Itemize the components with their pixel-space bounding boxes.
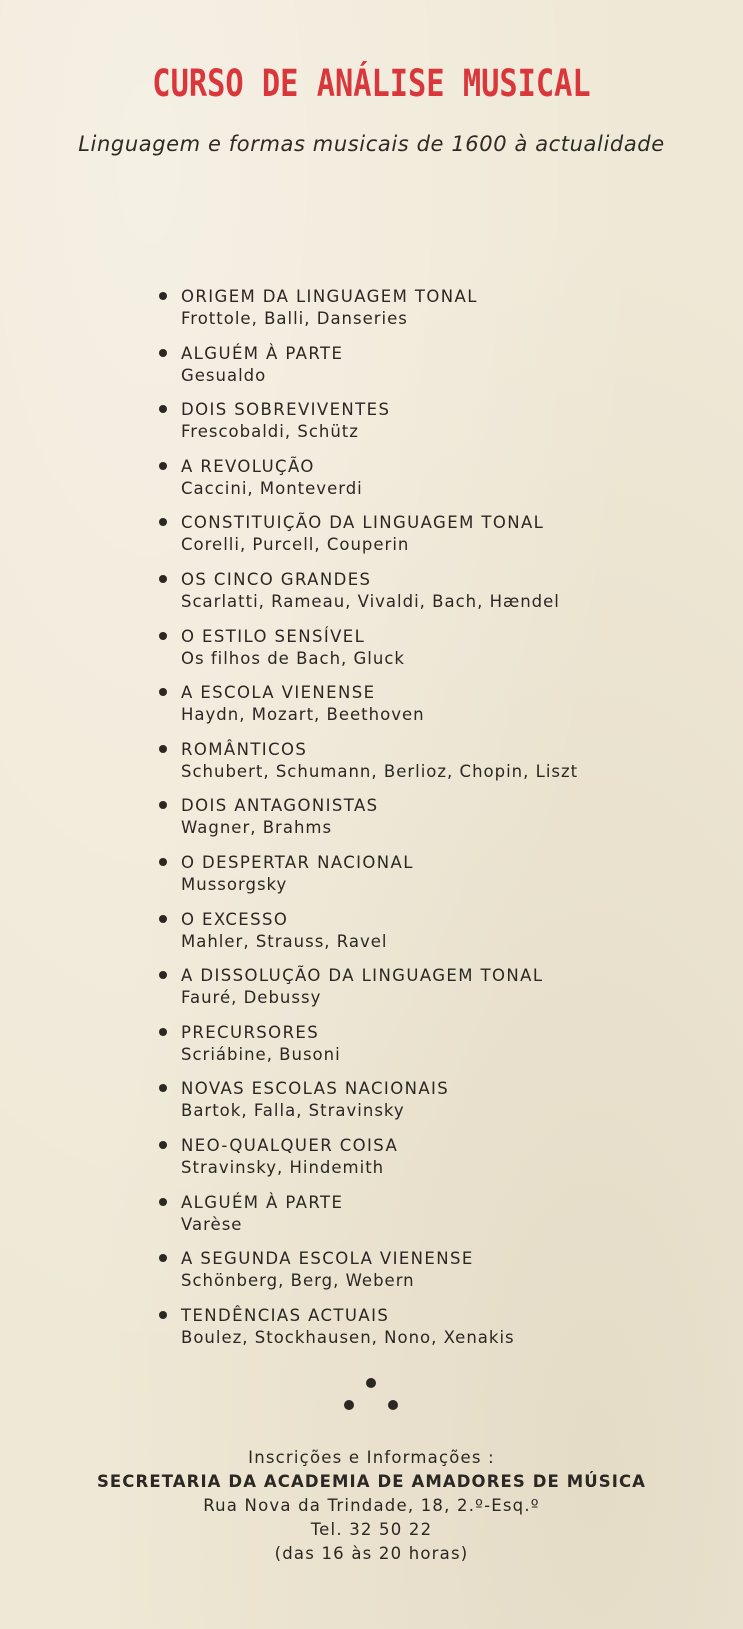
topic-item	[156, 626, 716, 683]
topic-composers: Schönberg, Berg, Webern	[181, 1271, 415, 1291]
topic-composers: Os filhos de Bach, Gluck	[181, 648, 405, 668]
bullet-icon	[159, 745, 167, 753]
bullet-icon	[159, 858, 167, 866]
footer-address: Rua Nova da Trindade, 18, 2.º-Esq.º	[203, 1496, 540, 1515]
bullet-icon	[159, 1141, 167, 1149]
bullet-icon	[159, 632, 167, 640]
topic-item	[156, 456, 716, 513]
topic-composers: Boulez, Stockhausen, Nono, Xenakis	[181, 1327, 515, 1347]
bullet-icon	[159, 349, 167, 357]
topic-item	[156, 512, 716, 569]
topic-item	[156, 909, 716, 966]
course-title: CURSO DE ANÁLISE MUSICAL	[152, 62, 591, 105]
topic-heading: NEO-QUALQUER COISA	[181, 1135, 399, 1155]
three-dot-ornament	[0, 1378, 743, 1418]
topic-item	[156, 399, 716, 456]
topic-heading: DOIS SOBREVIVENTES	[181, 400, 391, 420]
bullet-icon	[159, 971, 167, 979]
topic-composers: Mussorgsky	[181, 874, 288, 894]
ornament-dot-icon	[388, 1400, 398, 1410]
topic-composers: Scriábine, Busoni	[181, 1044, 341, 1064]
bullet-icon	[159, 1254, 167, 1262]
footer-intro: Inscrições e Informações :	[248, 1448, 495, 1467]
bullet-icon	[159, 292, 167, 300]
topic-item	[156, 1248, 716, 1305]
bullet-icon	[159, 1311, 167, 1319]
bullet-icon	[159, 1198, 167, 1206]
topic-item	[156, 682, 716, 739]
contact-footer	[0, 1446, 743, 1566]
topic-item	[156, 1305, 716, 1362]
topic-heading: TENDÊNCIAS ACTUAIS	[181, 1305, 390, 1325]
bullet-icon	[159, 1084, 167, 1092]
topic-item	[156, 1135, 716, 1192]
topic-heading: ALGUÉM À PARTE	[181, 1192, 344, 1212]
bullet-icon	[159, 575, 167, 583]
course-subtitle: Linguagem e formas musicais de 1600 à actualidade	[78, 132, 665, 156]
topic-heading: ALGUÉM À PARTE	[181, 343, 344, 363]
topic-item	[156, 1078, 716, 1135]
topic-heading: OS CINCO GRANDES	[181, 569, 372, 589]
topic-composers: Fauré, Debussy	[181, 988, 322, 1008]
footer-organization: SECRETARIA DA ACADEMIA DE AMADORES DE MÚSICA	[96, 1472, 647, 1491]
topic-heading: O EXCESSO	[181, 909, 289, 929]
topic-composers: Haydn, Mozart, Beethoven	[181, 705, 425, 725]
topic-composers: Gesualdo	[181, 365, 267, 385]
topic-item	[156, 852, 716, 909]
topic-composers: Schubert, Schumann, Berlioz, Chopin, Liszt	[181, 761, 579, 781]
topic-composers: Scarlatti, Rameau, Vivaldi, Bach, Hændel	[181, 591, 560, 611]
topic-item	[156, 739, 716, 796]
topic-heading: O DESPERTAR NACIONAL	[181, 852, 414, 872]
topic-heading: O ESTILO SENSÍVEL	[181, 626, 366, 646]
bullet-icon	[159, 801, 167, 809]
topic-heading: A REVOLUÇÃO	[181, 456, 315, 476]
topic-list	[156, 286, 716, 1361]
bullet-icon	[159, 915, 167, 923]
topic-item	[156, 569, 716, 626]
topic-heading: DOIS ANTAGONISTAS	[181, 796, 379, 816]
topic-composers: Corelli, Purcell, Couperin	[181, 535, 410, 555]
ornament-dot-icon	[366, 1378, 376, 1388]
bullet-icon	[159, 462, 167, 470]
topic-heading: A SEGUNDA ESCOLA VIENENSE	[181, 1249, 474, 1269]
topic-item	[156, 1192, 716, 1249]
topic-item	[156, 343, 716, 400]
topic-heading: A ESCOLA VIENENSE	[181, 683, 376, 703]
topic-heading: ORIGEM DA LINGUAGEM TONAL	[181, 287, 478, 306]
bullet-icon	[159, 1028, 167, 1036]
bullet-icon	[159, 405, 167, 413]
topic-heading: CONSTITUIÇÃO DA LINGUAGEM TONAL	[181, 513, 545, 533]
topic-composers: Stravinsky, Hindemith	[181, 1157, 385, 1177]
topic-item	[156, 965, 716, 1022]
topic-composers: Frottole, Balli, Danseries	[181, 309, 408, 328]
bullet-icon	[159, 688, 167, 696]
topic-composers: Varèse	[181, 1214, 243, 1234]
topic-composers: Wagner, Brahms	[181, 818, 333, 838]
topic-composers: Frescobaldi, Schütz	[181, 422, 359, 442]
topic-heading: ROMÂNTICOS	[181, 739, 308, 759]
footer-phone: Tel. 32 50 22	[310, 1520, 433, 1539]
topic-heading: A DISSOLUÇÃO DA LINGUAGEM TONAL	[181, 966, 544, 986]
topic-composers: Bartok, Falla, Stravinsky	[181, 1101, 405, 1121]
topic-heading: NOVAS ESCOLAS NACIONAIS	[181, 1079, 450, 1099]
topic-heading: PRECURSORES	[181, 1022, 320, 1042]
topic-composers: Caccini, Monteverdi	[181, 478, 363, 498]
topic-composers: Mahler, Strauss, Ravel	[181, 931, 388, 951]
topic-item	[156, 795, 716, 852]
topic-item	[156, 1022, 716, 1079]
bullet-icon	[159, 518, 167, 526]
topic-item	[156, 286, 716, 343]
footer-hours: (das 16 às 20 horas)	[274, 1544, 469, 1563]
ornament-dot-icon	[344, 1400, 354, 1410]
